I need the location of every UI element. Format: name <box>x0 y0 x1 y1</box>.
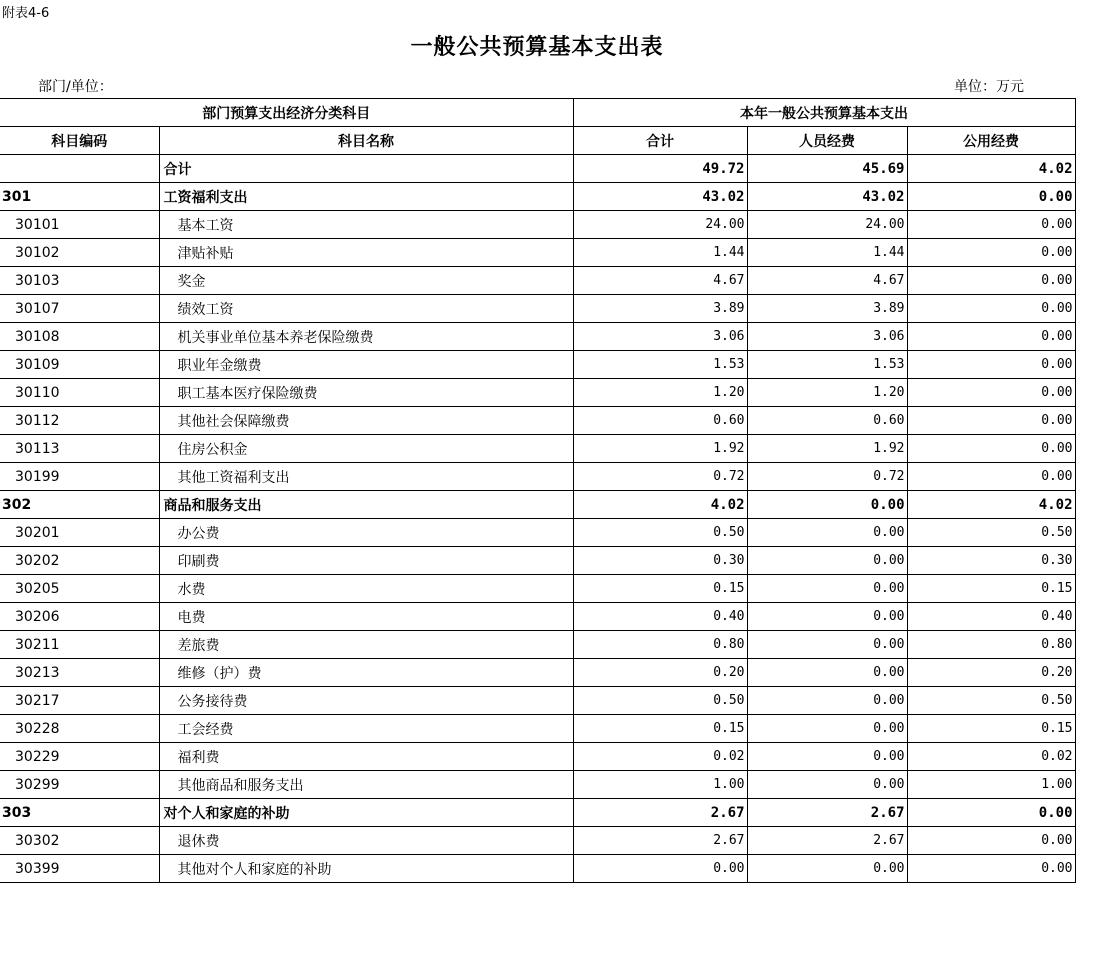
table-body <box>0 155 1075 883</box>
cell-public: 0.00 <box>907 295 1075 323</box>
cell-name: 福利费 <box>159 743 573 771</box>
cell-total: 3.89 <box>573 295 747 323</box>
table-row <box>0 631 1075 659</box>
cell-code: 30201 <box>0 519 159 547</box>
cell-personnel: 0.00 <box>747 575 907 603</box>
cell-public: 0.20 <box>907 659 1075 687</box>
cell-personnel: 1.20 <box>747 379 907 407</box>
table-row <box>0 435 1075 463</box>
col-header-code: 科目编码 <box>0 127 159 155</box>
table-row <box>0 547 1075 575</box>
table-row <box>0 351 1075 379</box>
cell-code: 30217 <box>0 687 159 715</box>
table-row <box>0 659 1075 687</box>
cell-total: 0.40 <box>573 603 747 631</box>
cell-code: 30302 <box>0 827 159 855</box>
cell-code: 30205 <box>0 575 159 603</box>
cell-total: 2.67 <box>573 827 747 855</box>
cell-public: 1.00 <box>907 771 1075 799</box>
cell-name: 机关事业单位基本养老保险缴费 <box>159 323 573 351</box>
table-row <box>0 295 1075 323</box>
cell-code: 30109 <box>0 351 159 379</box>
group-header-left: 部门预算支出经济分类科目 <box>0 99 573 127</box>
table-row <box>0 771 1075 799</box>
cell-name: 职工基本医疗保险缴费 <box>159 379 573 407</box>
cell-personnel: 4.67 <box>747 267 907 295</box>
table-row <box>0 687 1075 715</box>
cell-total: 1.92 <box>573 435 747 463</box>
cell-public: 0.00 <box>907 463 1075 491</box>
table-row <box>0 323 1075 351</box>
cell-public: 0.00 <box>907 827 1075 855</box>
col-header-total: 合计 <box>573 127 747 155</box>
cell-public: 0.00 <box>907 183 1075 211</box>
cell-name: 印刷费 <box>159 547 573 575</box>
cell-public: 0.00 <box>907 239 1075 267</box>
cell-code: 30202 <box>0 547 159 575</box>
cell-personnel: 0.00 <box>747 771 907 799</box>
cell-name: 合计 <box>159 155 573 183</box>
cell-name: 办公费 <box>159 519 573 547</box>
cell-personnel: 0.00 <box>747 519 907 547</box>
cell-personnel: 43.02 <box>747 183 907 211</box>
cell-total: 0.72 <box>573 463 747 491</box>
group-header-row <box>0 99 1075 127</box>
cell-name: 工会经费 <box>159 715 573 743</box>
cell-code: 30211 <box>0 631 159 659</box>
cell-total: 0.00 <box>573 855 747 883</box>
cell-code: 30206 <box>0 603 159 631</box>
table-row <box>0 407 1075 435</box>
cell-total: 0.02 <box>573 743 747 771</box>
table-row <box>0 575 1075 603</box>
table-row <box>0 463 1075 491</box>
cell-code: 30213 <box>0 659 159 687</box>
table-row <box>0 491 1075 519</box>
unit-label: 单位：万元 <box>954 79 1024 95</box>
cell-name: 对个人和家庭的补助 <box>159 799 573 827</box>
cell-name: 水费 <box>159 575 573 603</box>
table-row <box>0 603 1075 631</box>
cell-name: 商品和服务支出 <box>159 491 573 519</box>
cell-public: 0.00 <box>907 855 1075 883</box>
cell-public: 0.00 <box>907 211 1075 239</box>
table-row <box>0 239 1075 267</box>
cell-public: 0.30 <box>907 547 1075 575</box>
cell-name: 住房公积金 <box>159 435 573 463</box>
cell-personnel: 1.53 <box>747 351 907 379</box>
cell-code: 302 <box>0 491 159 519</box>
cell-name: 差旅费 <box>159 631 573 659</box>
cell-public: 0.00 <box>907 379 1075 407</box>
cell-name: 职业年金缴费 <box>159 351 573 379</box>
cell-public: 0.50 <box>907 519 1075 547</box>
cell-code: 30110 <box>0 379 159 407</box>
cell-personnel: 1.92 <box>747 435 907 463</box>
cell-total: 2.67 <box>573 799 747 827</box>
table-row <box>0 715 1075 743</box>
cell-public: 0.40 <box>907 603 1075 631</box>
cell-code: 30399 <box>0 855 159 883</box>
cell-total: 0.15 <box>573 715 747 743</box>
cell-public: 0.00 <box>907 435 1075 463</box>
cell-personnel: 0.00 <box>747 547 907 575</box>
cell-public: 4.02 <box>907 491 1075 519</box>
department-label: 部门/单位： <box>38 79 113 95</box>
cell-personnel: 3.06 <box>747 323 907 351</box>
table-row <box>0 267 1075 295</box>
cell-personnel: 3.89 <box>747 295 907 323</box>
table-row <box>0 799 1075 827</box>
cell-personnel: 24.00 <box>747 211 907 239</box>
cell-name: 电费 <box>159 603 573 631</box>
cell-code: 303 <box>0 799 159 827</box>
budget-table <box>0 98 1076 883</box>
cell-personnel: 0.00 <box>747 659 907 687</box>
col-header-public: 公用经费 <box>907 127 1075 155</box>
cell-total: 0.80 <box>573 631 747 659</box>
table-row <box>0 519 1075 547</box>
cell-code: 30299 <box>0 771 159 799</box>
cell-personnel: 0.72 <box>747 463 907 491</box>
cell-name: 奖金 <box>159 267 573 295</box>
cell-public: 0.00 <box>907 351 1075 379</box>
cell-code: 30229 <box>0 743 159 771</box>
cell-name: 津贴补贴 <box>159 239 573 267</box>
cell-total: 0.30 <box>573 547 747 575</box>
table-row <box>0 379 1075 407</box>
cell-public: 0.00 <box>907 407 1075 435</box>
attachment-label: 附表4-6 <box>2 6 50 21</box>
cell-total: 1.20 <box>573 379 747 407</box>
cell-name: 工资福利支出 <box>159 183 573 211</box>
col-header-personnel: 人员经费 <box>747 127 907 155</box>
cell-code: 30113 <box>0 435 159 463</box>
cell-name: 其他工资福利支出 <box>159 463 573 491</box>
table-row <box>0 155 1075 183</box>
cell-public: 0.00 <box>907 267 1075 295</box>
cell-code: 30112 <box>0 407 159 435</box>
cell-public: 0.15 <box>907 575 1075 603</box>
cell-public: 0.50 <box>907 687 1075 715</box>
table-row <box>0 743 1075 771</box>
cell-code: 301 <box>0 183 159 211</box>
cell-name: 公务接待费 <box>159 687 573 715</box>
column-header-row <box>0 127 1075 155</box>
group-header-right: 本年一般公共预算基本支出 <box>573 99 1075 127</box>
cell-code <box>0 155 159 183</box>
cell-total: 1.53 <box>573 351 747 379</box>
cell-personnel: 45.69 <box>747 155 907 183</box>
table-row <box>0 211 1075 239</box>
cell-public: 0.02 <box>907 743 1075 771</box>
cell-total: 43.02 <box>573 183 747 211</box>
cell-personnel: 2.67 <box>747 799 907 827</box>
table-row <box>0 827 1075 855</box>
cell-code: 30199 <box>0 463 159 491</box>
cell-total: 0.50 <box>573 519 747 547</box>
cell-total: 24.00 <box>573 211 747 239</box>
cell-name: 其他对个人和家庭的补助 <box>159 855 573 883</box>
page-title: 一般公共预算基本支出表 <box>410 34 664 60</box>
cell-personnel: 0.00 <box>747 603 907 631</box>
cell-code: 30103 <box>0 267 159 295</box>
cell-personnel: 0.60 <box>747 407 907 435</box>
cell-public: 0.80 <box>907 631 1075 659</box>
cell-personnel: 0.00 <box>747 715 907 743</box>
cell-total: 4.67 <box>573 267 747 295</box>
cell-total: 1.44 <box>573 239 747 267</box>
cell-total: 49.72 <box>573 155 747 183</box>
cell-code: 30101 <box>0 211 159 239</box>
col-header-name: 科目名称 <box>159 127 573 155</box>
cell-code: 30107 <box>0 295 159 323</box>
cell-total: 3.06 <box>573 323 747 351</box>
cell-name: 绩效工资 <box>159 295 573 323</box>
cell-total: 0.50 <box>573 687 747 715</box>
cell-code: 30228 <box>0 715 159 743</box>
cell-personnel: 0.00 <box>747 687 907 715</box>
cell-total: 1.00 <box>573 771 747 799</box>
cell-total: 0.60 <box>573 407 747 435</box>
cell-personnel: 0.00 <box>747 855 907 883</box>
cell-name: 其他社会保障缴费 <box>159 407 573 435</box>
cell-name: 退休费 <box>159 827 573 855</box>
cell-personnel: 0.00 <box>747 743 907 771</box>
cell-public: 0.00 <box>907 799 1075 827</box>
cell-total: 0.15 <box>573 575 747 603</box>
cell-personnel: 2.67 <box>747 827 907 855</box>
table-row <box>0 855 1075 883</box>
cell-code: 30108 <box>0 323 159 351</box>
table-row <box>0 183 1075 211</box>
cell-personnel: 0.00 <box>747 491 907 519</box>
cell-code: 30102 <box>0 239 159 267</box>
cell-name: 维修（护）费 <box>159 659 573 687</box>
cell-public: 0.00 <box>907 323 1075 351</box>
cell-personnel: 1.44 <box>747 239 907 267</box>
cell-total: 4.02 <box>573 491 747 519</box>
cell-total: 0.20 <box>573 659 747 687</box>
cell-public: 4.02 <box>907 155 1075 183</box>
cell-name: 其他商品和服务支出 <box>159 771 573 799</box>
cell-public: 0.15 <box>907 715 1075 743</box>
cell-name: 基本工资 <box>159 211 573 239</box>
cell-personnel: 0.00 <box>747 631 907 659</box>
